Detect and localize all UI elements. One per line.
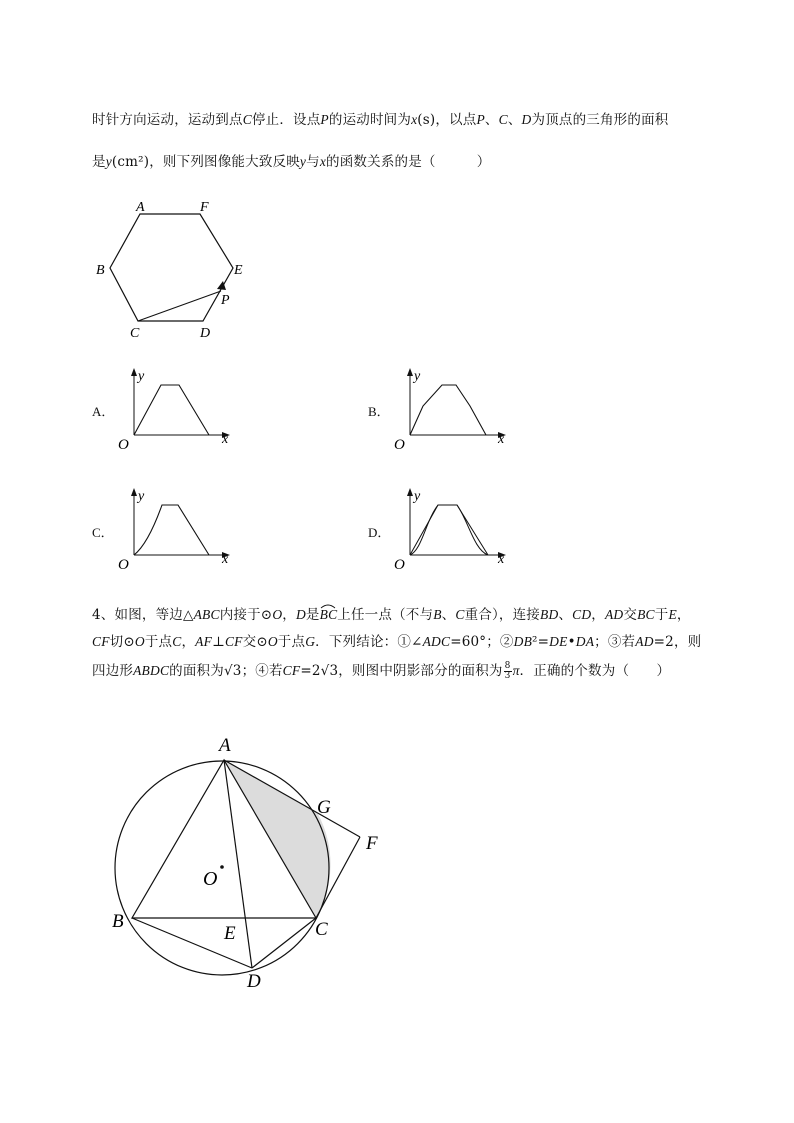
- label-F: F: [200, 200, 209, 215]
- var: G: [305, 634, 316, 649]
- label-E: E: [234, 263, 243, 278]
- y-axis-label: y: [414, 369, 421, 384]
- graph-a[interactable]: [114, 364, 244, 454]
- var: CD: [572, 607, 592, 622]
- q3-text-line-2: [92, 150, 490, 170]
- text: 上任一点（不与: [337, 607, 434, 623]
- var: CF: [282, 663, 301, 678]
- text: ；④若: [241, 663, 283, 679]
- text: =60°；②: [450, 634, 514, 650]
- text: 、: [484, 112, 499, 128]
- q4-text-line-2: [92, 630, 701, 650]
- text: 、: [507, 112, 522, 128]
- graph-c-curve: [134, 505, 209, 555]
- var: y: [299, 154, 307, 169]
- text: 的面积为: [169, 663, 224, 679]
- var: P: [476, 112, 485, 127]
- text: ；③若: [594, 634, 636, 650]
- label-P: P: [221, 293, 230, 308]
- y-axis-label: y: [414, 489, 421, 504]
- var: AD: [635, 634, 654, 649]
- var: BC: [637, 607, 655, 622]
- var: B: [433, 607, 442, 622]
- var: O: [134, 634, 145, 649]
- var: y: [105, 154, 112, 169]
- text: 与: [306, 154, 320, 170]
- sqrt: √3: [223, 663, 242, 679]
- text: ．下列结论：①∠: [315, 634, 423, 650]
- text: 交: [623, 607, 638, 623]
- label-D: D: [247, 971, 261, 992]
- text: =2: [300, 663, 321, 679]
- text: 4、如图，等边△: [92, 607, 194, 623]
- var: BD: [540, 607, 559, 622]
- graph-c[interactable]: [114, 484, 244, 574]
- var: C: [242, 112, 252, 127]
- center-dot: [220, 865, 224, 869]
- x-axis-label: x: [498, 552, 505, 567]
- var: DE: [549, 634, 568, 649]
- graph-b[interactable]: [390, 364, 520, 454]
- segment-cp: [138, 291, 221, 321]
- arc-bc: [320, 607, 338, 623]
- label-A: A: [136, 200, 145, 215]
- var: O: [272, 607, 283, 622]
- var: E: [668, 607, 677, 622]
- text: 、: [441, 607, 456, 623]
- text: 停止．设点: [251, 112, 321, 128]
- text: ，: [181, 634, 196, 650]
- var: D: [521, 112, 532, 127]
- var: ABDC: [133, 663, 170, 678]
- circle-figure: [100, 725, 400, 995]
- text: 于点: [144, 634, 173, 650]
- text: ．正确的个数为（ ）: [519, 663, 671, 679]
- text: 四边形: [92, 663, 134, 679]
- origin-label: O: [118, 437, 129, 453]
- fraction-denominator: 3: [504, 671, 511, 681]
- var: ABC: [193, 607, 220, 622]
- graph-d-line: [410, 505, 488, 555]
- sqrt: √3: [320, 663, 339, 679]
- q4-text-line-3: [92, 659, 670, 681]
- text: ，: [282, 607, 296, 623]
- text: 交⊙: [242, 634, 268, 650]
- origin-label: O: [394, 557, 405, 573]
- q3-text-line-1: [92, 108, 668, 128]
- var: AD: [604, 607, 624, 622]
- text: ⊥: [212, 634, 225, 650]
- text: ²=: [532, 634, 550, 650]
- text: 是: [305, 607, 320, 623]
- label-C: C: [130, 326, 140, 341]
- hexagon: [110, 214, 233, 321]
- x-axis-label: x: [498, 432, 505, 447]
- var: P: [320, 112, 329, 127]
- var: ADC: [422, 634, 451, 649]
- text: 、: [558, 607, 573, 623]
- var: C: [498, 112, 508, 127]
- fraction-numerator: 8: [504, 661, 511, 671]
- unit: (s): [417, 112, 436, 128]
- var: DA: [575, 634, 595, 649]
- graph-b-curve: [410, 385, 486, 435]
- graph-d[interactable]: [390, 484, 520, 574]
- text: •: [567, 634, 576, 650]
- var: O: [267, 634, 278, 649]
- text: 于点: [277, 634, 306, 650]
- var: C: [455, 607, 465, 622]
- var: BC: [319, 607, 338, 622]
- text: ，则图中阴影部分的面积为: [338, 663, 503, 679]
- x-axis-label: x: [222, 432, 229, 447]
- text: ，: [676, 607, 691, 623]
- text: 重合），连接: [464, 607, 541, 623]
- text: 为顶点的三角形的面积: [531, 112, 669, 128]
- text: 的函数关系的是（ ）: [326, 154, 491, 170]
- text: 是: [92, 154, 106, 170]
- option-c-label[interactable]: C．: [92, 525, 114, 540]
- label-G: G: [317, 797, 331, 818]
- label-C: C: [315, 919, 328, 940]
- label-A: A: [219, 735, 231, 756]
- label-O: O: [203, 868, 218, 890]
- text: =2，则: [653, 634, 702, 650]
- text: 于: [654, 607, 669, 623]
- q4-text-line-1: [92, 603, 691, 623]
- text: ，: [591, 607, 605, 623]
- hexagon-figure: [90, 190, 260, 350]
- text: ，以点: [435, 112, 477, 128]
- shaded-region: [224, 760, 331, 918]
- text: ，则下列图像能大致反映: [149, 154, 300, 170]
- var: x: [411, 112, 418, 127]
- pi: π: [512, 663, 520, 678]
- graph-a-curve: [134, 385, 209, 435]
- label-F: F: [366, 833, 378, 854]
- y-axis-label: y: [138, 369, 145, 384]
- y-axis-label: y: [138, 489, 145, 504]
- var: CF: [224, 634, 243, 649]
- option-d-label[interactable]: D．: [368, 525, 391, 540]
- var: CF: [92, 634, 110, 649]
- var: x: [319, 154, 327, 169]
- x-axis-label: x: [222, 552, 229, 567]
- text: 时针方向运动，运动到点: [92, 112, 243, 128]
- label-B: B: [112, 911, 124, 932]
- graph-d-curve: [410, 505, 488, 555]
- text: 内接于⊙: [219, 607, 273, 623]
- option-b-label[interactable]: B．: [368, 404, 390, 419]
- origin-label: O: [394, 437, 405, 453]
- var: DB: [513, 634, 533, 649]
- text: 的运动时间为: [328, 112, 412, 128]
- text: 切⊙: [109, 634, 135, 650]
- segment-cd: [252, 918, 316, 968]
- option-a-label[interactable]: A．: [92, 404, 115, 419]
- label-B: B: [96, 263, 105, 278]
- fraction: [504, 662, 512, 681]
- var: C: [172, 634, 182, 649]
- var: D: [295, 607, 306, 622]
- var: AF: [195, 634, 213, 649]
- label-D: D: [200, 326, 211, 341]
- label-E: E: [224, 923, 236, 944]
- origin-label: O: [118, 557, 129, 573]
- unit: (cm²): [111, 154, 150, 170]
